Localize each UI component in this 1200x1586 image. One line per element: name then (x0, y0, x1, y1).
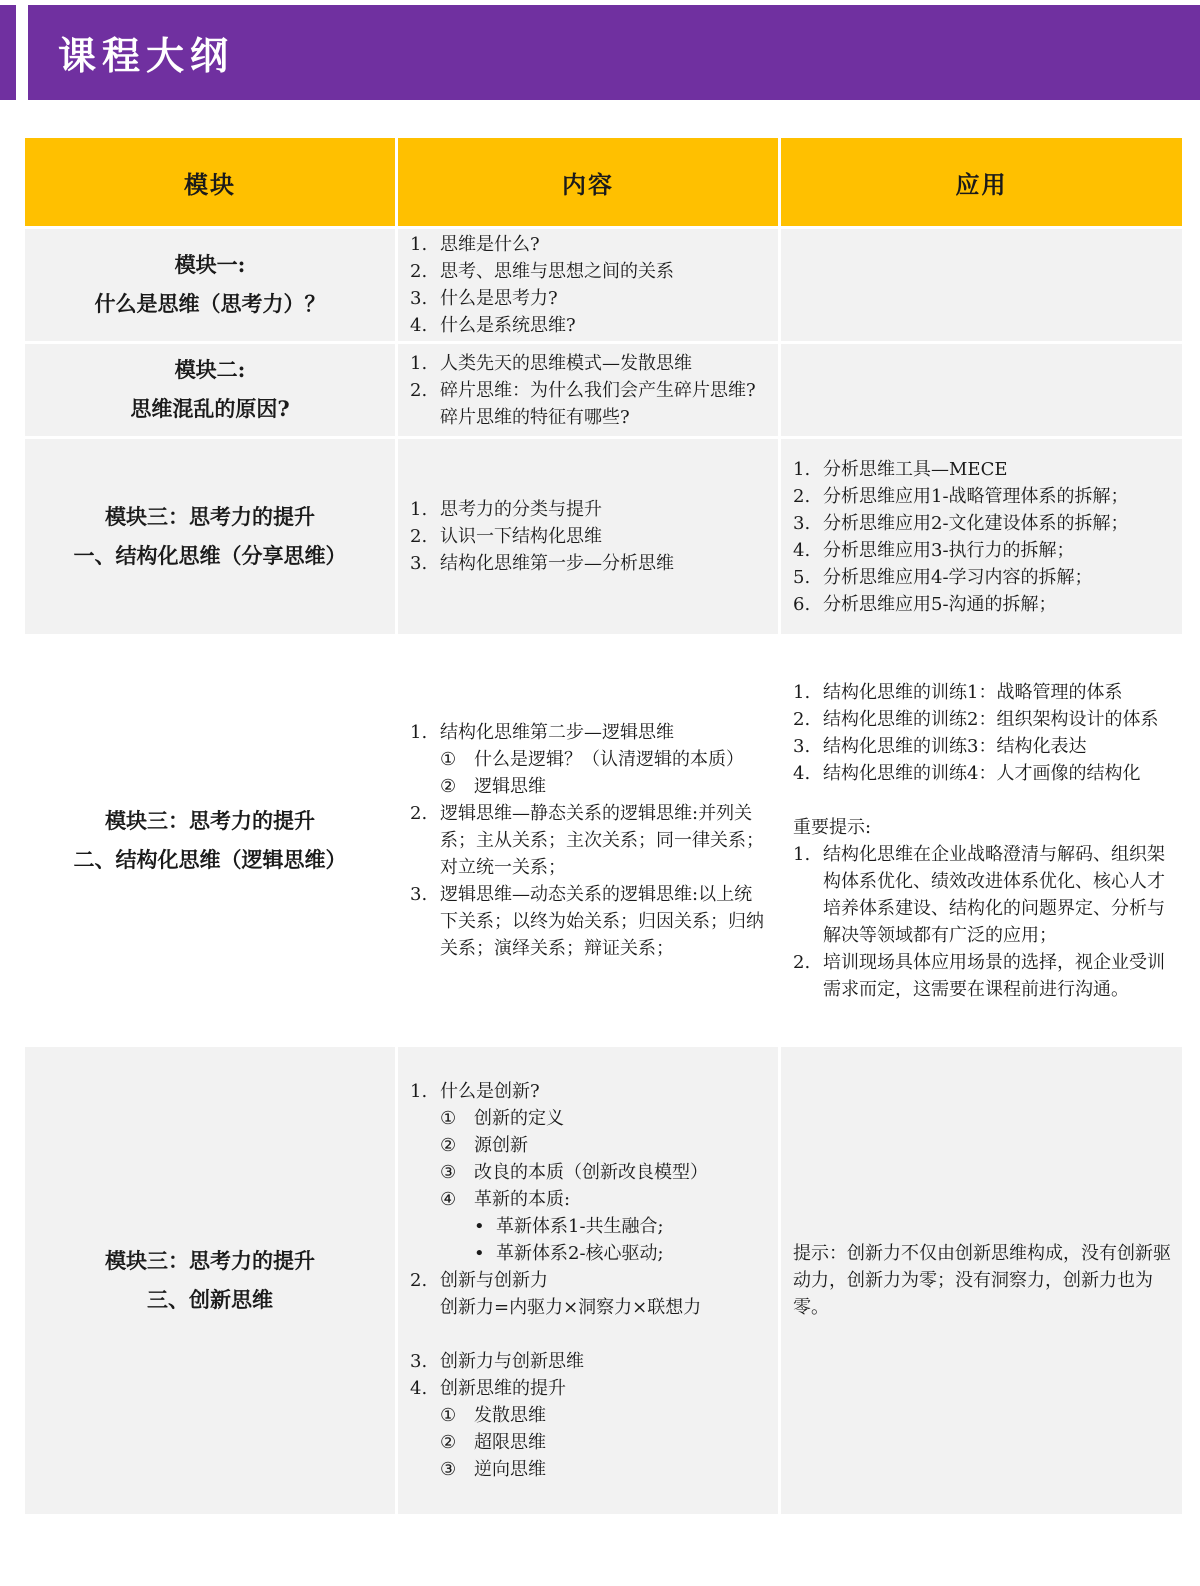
blank-line (793, 787, 1172, 814)
list-text: 逻辑思维—动态关系的逻辑思维:以上统下关系；以终为始关系；归因关系；归纳关系；演绎关系；辩证关系； (440, 884, 764, 959)
list-item (793, 814, 1172, 841)
list-text: 什么是思考力? (440, 288, 558, 309)
application-cell-row1 (781, 229, 1182, 341)
list-text: 结构化思维的训练1：战略管理的体系 (823, 681, 1123, 703)
list-item (410, 496, 768, 523)
list-item (793, 949, 1172, 1003)
list-item (793, 760, 1172, 787)
list-text: 什么是逻辑？（认清逻辑的本质） (474, 749, 744, 770)
list-marker: 2. (793, 708, 811, 730)
list-marker: 2. (410, 526, 428, 547)
banner (28, 5, 1200, 100)
list-text: 结构化思维第二步—逻辑思维 (440, 722, 674, 743)
list-item (410, 881, 768, 962)
list-text: 源创新 (474, 1135, 528, 1156)
list-marker: ③ (440, 1459, 457, 1480)
module-title-line: 模块一: (174, 252, 246, 278)
list-item (440, 1186, 768, 1213)
list-marker: 1. (410, 352, 428, 374)
list-marker: 5. (793, 566, 811, 588)
list-item (793, 733, 1172, 760)
module-title-line: 一、结构化思维（分享思维） (73, 542, 347, 568)
list-item (410, 285, 768, 312)
list-text: 认识一下结构化思维 (440, 526, 602, 547)
module-title-line: 模块三：思考力的提升 (105, 503, 315, 529)
list-marker: 1. (410, 499, 428, 520)
module-title-line: 二、结构化思维（逻辑思维） (73, 846, 347, 872)
application-cell-row5 (781, 1047, 1182, 1514)
list-text: 提示：创新力不仅由创新思维构成，没有创新驱动力，创新力为零；没有洞察力，创新力也为零。 (793, 1243, 1171, 1318)
list-text: 分析思维工具—MECE (823, 458, 1008, 480)
list-text: 革新体系1-共生融合; (496, 1216, 664, 1237)
list-marker: 4. (793, 539, 811, 561)
list-text: 创新与创新力 (440, 1270, 548, 1291)
list-marker: 2. (410, 379, 428, 401)
list-text: 分析思维应用5-沟通的拆解； (823, 593, 1057, 615)
list-item (410, 377, 768, 431)
list-marker: ① (440, 1108, 457, 1129)
list-item (410, 1267, 768, 1294)
list-marker: ① (440, 749, 457, 770)
list-item (440, 1456, 768, 1483)
list-item (410, 800, 768, 881)
banner-edge-strip (0, 5, 16, 100)
list-marker: 2. (793, 951, 811, 973)
list-text: 什么是系统思维? (440, 315, 576, 336)
content-cell-row3 (398, 439, 778, 634)
column-header-3: 应用 (781, 138, 1182, 226)
list-text: 什么是创新? (440, 1081, 540, 1102)
list-text: 创新思维的提升 (440, 1378, 566, 1399)
list-item (793, 679, 1172, 706)
list-item (410, 719, 768, 746)
list-text: 革新体系2-核心驱动; (496, 1243, 664, 1264)
list-marker: ② (440, 1432, 457, 1453)
content-cell-row5 (398, 1047, 778, 1514)
list-marker: ④ (440, 1189, 457, 1210)
list-marker: 4. (410, 1378, 428, 1399)
content-cell-row1 (398, 229, 778, 341)
list-text: 结构化思维的训练2：组织架构设计的体系 (823, 708, 1159, 730)
list-item (793, 1240, 1172, 1321)
column-header-2: 内容 (398, 138, 778, 226)
list-marker: 3. (410, 288, 428, 309)
list-item (793, 510, 1172, 537)
list-marker: 1. (793, 681, 811, 703)
list-item (440, 1132, 768, 1159)
list-marker: 4. (410, 315, 428, 336)
list-marker: ① (440, 1405, 457, 1426)
list-marker: ② (440, 1135, 457, 1156)
application-cell-row2 (781, 344, 1182, 436)
list-item (410, 258, 768, 285)
list-text: 创新力=内驱力×洞察力×联想力 (440, 1297, 702, 1318)
list-item (410, 1375, 768, 1402)
list-item (440, 1294, 768, 1321)
module-cell-row2 (25, 344, 395, 436)
module-title-line: 模块三：思考力的提升 (105, 1247, 315, 1273)
list-item (440, 1105, 768, 1132)
list-item (474, 1213, 768, 1240)
list-text: 分析思维应用1-战略管理体系的拆解； (823, 485, 1129, 507)
list-marker: ③ (440, 1162, 457, 1183)
list-marker: 1. (410, 1081, 428, 1102)
course-outline-table (25, 138, 1182, 1514)
list-marker: 3. (410, 884, 428, 905)
list-marker: 1. (793, 458, 811, 480)
module-title-line: 三、创新思维 (147, 1286, 273, 1312)
application-cell-row3 (781, 439, 1182, 634)
list-item (410, 1078, 768, 1105)
list-marker: 3. (793, 512, 811, 534)
column-header-1: 模块 (25, 138, 395, 226)
module-title-line: 思维混乱的原因? (130, 396, 290, 421)
list-text: 人类先天的思维模式—发散思维 (440, 352, 692, 374)
list-text: 思考、思维与思想之间的关系 (440, 261, 674, 282)
module-cell-row5 (25, 1047, 395, 1514)
list-marker: 3. (793, 735, 811, 757)
list-marker: 2. (410, 261, 428, 282)
list-marker: 2. (410, 803, 428, 824)
list-marker: 4. (793, 762, 811, 784)
list-text: 培训现场具体应用场景的选择，视企业受训需求而定，这需要在课程前进行沟通。 (823, 951, 1165, 1000)
list-text: 逆向思维 (474, 1459, 546, 1480)
list-marker: 3. (410, 1351, 428, 1372)
module-title-line: 模块二: (174, 357, 246, 383)
list-text: 结构化思维在企业战略澄清与解码、组织架构体系优化、绩效改进体系优化、核心人才培养体系建设、结构化的问题界定、分析与解决等领域都有广泛的应用； (823, 843, 1165, 946)
list-text: 重要提示: (793, 816, 872, 838)
content-cell-row4 (398, 637, 778, 1044)
application-cell-row4 (781, 637, 1182, 1044)
list-text: 创新的定义 (474, 1108, 564, 1129)
module-title-line: 什么是思维（思考力）？ (94, 291, 326, 316)
list-text: 结构化思维第一步—分析思维 (440, 553, 674, 574)
list-item (440, 1429, 768, 1456)
list-item (793, 564, 1172, 591)
list-marker: 1. (793, 843, 811, 865)
list-text: 思维是什么? (440, 234, 540, 255)
title-banner (0, 5, 1200, 100)
list-item (410, 523, 768, 550)
list-item (410, 312, 768, 339)
page-title: 课程大纲 (58, 33, 235, 78)
list-marker: 1. (410, 234, 428, 255)
list-item (440, 1159, 768, 1186)
list-text: 分析思维应用4-学习内容的拆解； (823, 566, 1093, 588)
list-text: 逻辑思维 (474, 776, 546, 797)
list-marker: 2. (793, 485, 811, 507)
list-item (440, 773, 768, 800)
module-cell-row1 (25, 229, 395, 341)
list-item (793, 706, 1172, 733)
module-cell-row3 (25, 439, 395, 634)
list-text: 结构化思维的训练3：结构化表达 (823, 735, 1087, 757)
list-item (793, 456, 1172, 483)
list-text: 改良的本质（创新改良模型） (474, 1162, 708, 1183)
module-title-line: 模块三：思考力的提升 (105, 807, 315, 833)
list-text: 碎片思维：为什么我们会产生碎片思维? 碎片思维的特征有哪些? (440, 379, 756, 428)
list-marker: 2. (410, 1270, 428, 1291)
list-item (410, 550, 768, 577)
list-item (410, 231, 768, 258)
list-item (440, 1402, 768, 1429)
blank-line (410, 1321, 768, 1348)
list-text: 结构化思维的训练4：人才画像的结构化 (823, 762, 1141, 784)
list-marker: • (474, 1216, 485, 1237)
list-text: 逻辑思维—静态关系的逻辑思维:并列关系；主从关系；主次关系；同一律关系；对立统一关系； (440, 803, 764, 878)
list-item (440, 746, 768, 773)
content-cell-row2 (398, 344, 778, 436)
list-marker: 3. (410, 553, 428, 574)
list-text: 思考力的分类与提升 (440, 499, 602, 520)
list-text: 分析思维应用3-执行力的拆解； (823, 539, 1075, 561)
list-marker: 1. (410, 722, 428, 743)
list-item (793, 483, 1172, 510)
module-cell-row4 (25, 637, 395, 1044)
list-item (410, 1348, 768, 1375)
list-text: 革新的本质: (474, 1189, 571, 1210)
list-item (474, 1240, 768, 1267)
list-text: 发散思维 (474, 1405, 546, 1426)
list-marker: 6. (793, 593, 811, 615)
list-text: 创新力与创新思维 (440, 1351, 584, 1372)
list-item (410, 350, 768, 377)
list-marker: ② (440, 776, 457, 797)
list-item (793, 841, 1172, 949)
list-item (793, 591, 1172, 618)
list-text: 超限思维 (474, 1432, 546, 1453)
list-item (793, 537, 1172, 564)
list-marker: • (474, 1243, 485, 1264)
list-text: 分析思维应用2-文化建设体系的拆解； (823, 512, 1129, 534)
